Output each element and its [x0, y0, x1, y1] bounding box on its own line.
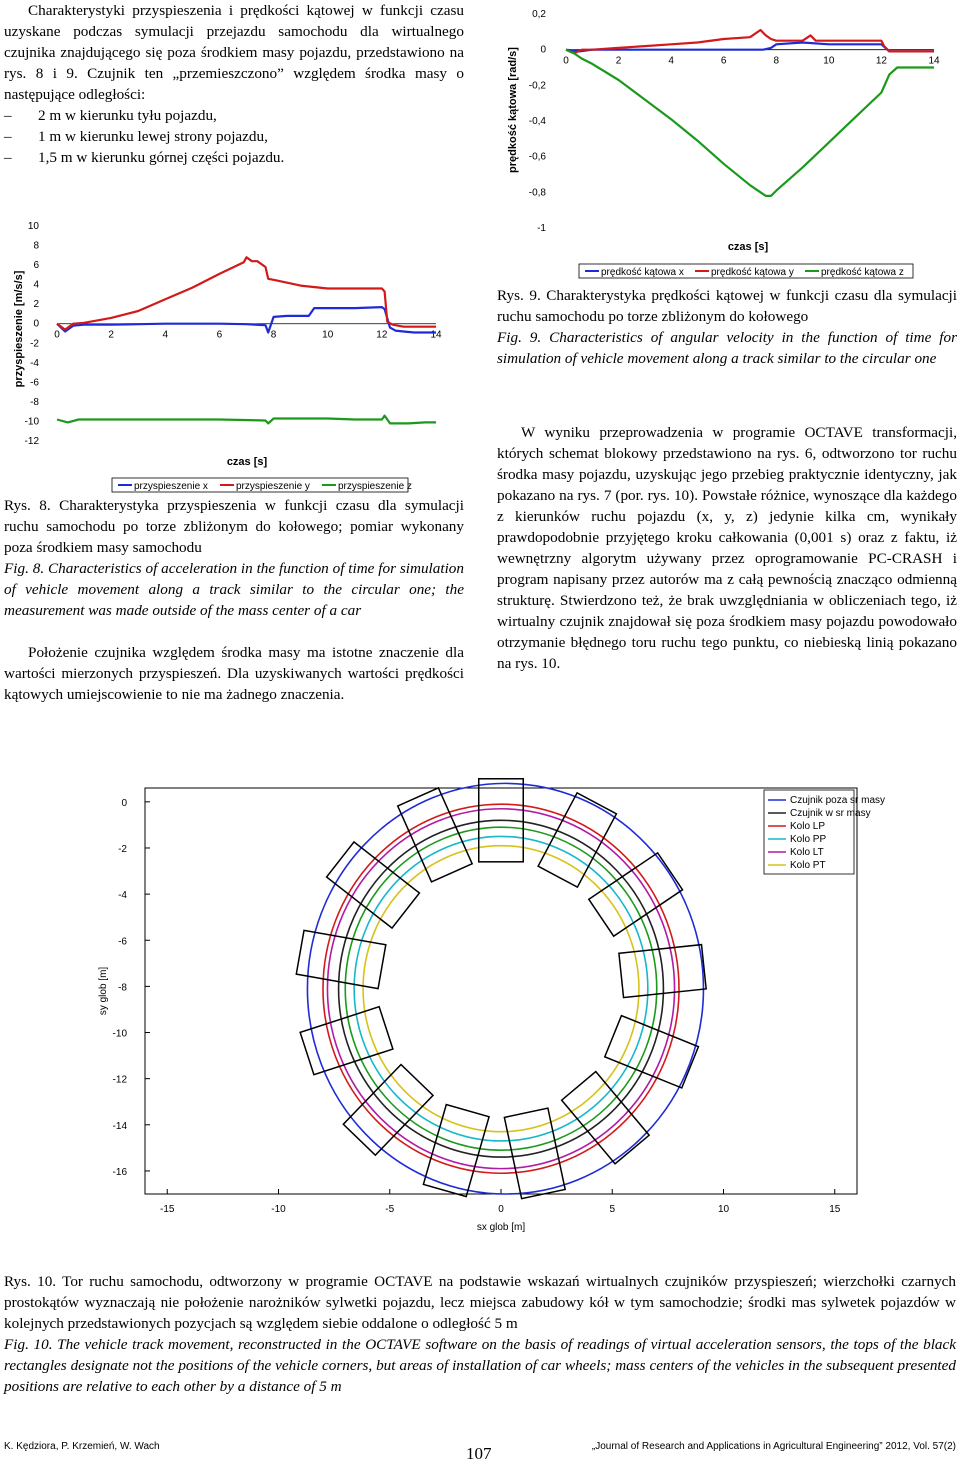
- fig10-svg: [92, 780, 886, 1250]
- paragraph-octave: W wyniku przeprowadzenia w programie OCTAVE transformacji, których schemat blokowy przedstawiono na rys. 6, odtworzono tor ruchu środka masy pojazdu, uzyskując jego przebieg praktycznie identyczny, jak pokazano na rys. 7 (por. rys. 10). Powstałe różnice, wynoszące dla każdego z kierunków ruchu pojazdu (x, y, z) jedynie kilka cm, wynikały prawdopodobnie przyjętego kroku całkowania (0,001 s) oraz z faktu, iż wewnętrzny algorytm używany przez oprogramowanie PC-CRASH i program napisany przez autorów ma z całą pewnością znacząco odmienną strukturę. Stwierdzono też, że brak uwzględniania w obliczeniach tego, iż wirtualny czujnik znajdował się poza środkiem masy pojazdu powodowało otrzymanie błędnego toru ruchu tego punktu, co niebieską linią pokazano na rys. 10.: [497, 424, 957, 672]
- y-tick-label: -0,6: [528, 151, 546, 163]
- intro-paragraph: Charakterystyki przyspieszenia i prędkości kątowej w funkcji czasu uzyskane podczas symulacji przejazdu samochodu dla wirtualnego czujnika znajdującego się poza środkiem masy pojazdu, przedstawiono na rys. 8 i 9. Czujnik ten „przemieszczono” względem środka masy o następujące odległości:: [4, 2, 464, 103]
- legend-label: Czujnik w sr masy: [790, 808, 871, 819]
- plot-frame: [145, 788, 857, 1194]
- y-axis-label: prędkość kątowa [rad/s]: [507, 47, 519, 173]
- legend-label: prędkość kątowa x: [601, 267, 684, 278]
- y-tick-label: -16: [112, 1166, 127, 1178]
- x-tick-label: 0: [54, 329, 60, 341]
- x-tick-label: 12: [875, 55, 887, 67]
- y-tick-label: -6: [118, 936, 127, 948]
- series-line-przyspieszenie-z: [57, 416, 436, 424]
- fig8-caption-en: Fig. 8. Characteristics of acceleration in the function of time for simulation of vehicle movement along a track similar to the circular one; the measurement was made outside of the mass center of a car: [4, 560, 464, 619]
- x-tick-label: 5: [609, 1204, 616, 1215]
- fig10-chart: [92, 780, 886, 1250]
- y-tick-label: -1: [537, 223, 546, 234]
- legend-label: Kolo LP: [790, 821, 826, 832]
- y-tick-label: -0,2: [528, 80, 546, 92]
- x-tick-label: 6: [216, 329, 223, 341]
- fig8-caption-pl: Rys. 8. Charakterystyka przyspieszenia w funkcji czasu dla symulacji ruchu samochodu po torze zbliżonym do kołowego; pomiar wykonany poza środkiem masy samochodu: [4, 497, 464, 556]
- list-item: – 1,5 m w kierunku górnej części pojazdu.: [4, 149, 285, 166]
- y-tick-label: -2: [30, 338, 39, 350]
- fig9-caption-en: Fig. 9. Characteristics of angular velocity in the function of time for simulation of vehicle movement along a track similar to the circular one: [497, 329, 957, 367]
- y-tick-label: -4: [30, 357, 39, 369]
- y-tick-label: 0: [33, 318, 39, 330]
- legend-label: prędkość kątowa z: [821, 267, 904, 278]
- x-tick-label: 4: [668, 55, 674, 67]
- x-tick-label: 2: [615, 55, 622, 67]
- legend-label: prędkość kątowa y: [711, 267, 794, 278]
- footer-journal: „Journal of Research and Applications in Agricultural Engineering” 2012, Vol. 57(2): [591, 1441, 956, 1452]
- y-tick-label: 0: [121, 797, 127, 809]
- y-tick-label: 0: [540, 44, 546, 56]
- y-tick-label: 10: [27, 221, 39, 232]
- paragraph-sensor-position: Położenie czujnika względem środka masy ma istotne znaczenie dla wartości mierzonych przyspieszeń. Dla uzyskiwanych wartości prędkości kątowych umiejscowienie to nie ma żadnego znaczenia.: [4, 644, 464, 703]
- y-tick-label: -8: [118, 982, 127, 994]
- footer-authors: K. Kędziora, P. Krzemień, W. Wach: [4, 1441, 160, 1452]
- legend-label: przyspieszenie y: [236, 481, 310, 492]
- right-paragraph-block: [497, 422, 957, 674]
- x-tick-label: 15: [829, 1204, 841, 1215]
- x-tick-label: 10: [823, 55, 835, 67]
- fig8-svg: [0, 212, 468, 494]
- fig9-caption-pl: Rys. 9. Charakterystyka prędkości kątowej w funkcji czasu dla symulacji ruchu samochodu po torze zbliżonym do kołowego: [497, 287, 957, 325]
- x-tick-label: 14: [928, 55, 940, 67]
- y-axis-label: sy glob [m]: [98, 966, 109, 1016]
- legend-label: Czujnik poza sr masy: [790, 795, 886, 806]
- page-number: 107: [466, 1444, 492, 1463]
- left-intro: [4, 0, 464, 168]
- y-tick-label: -0,8: [528, 187, 546, 199]
- y-tick-label: 8: [33, 240, 39, 252]
- x-axis-label: czas [s]: [727, 241, 769, 253]
- fig8-caption-block: [4, 495, 464, 705]
- y-tick-label: -6: [30, 377, 39, 389]
- list-item: – 1 m w kierunku lewej strony pojazdu,: [4, 128, 268, 145]
- y-axis-label: przyspieszenie [m/s/s]: [13, 270, 25, 388]
- series-line-przyspieszenie-y: [57, 257, 436, 329]
- series-line-przyspieszenie-x: [57, 307, 436, 332]
- legend-label: przyspieszenie z: [338, 481, 412, 492]
- y-tick-label: -10: [112, 1028, 127, 1040]
- x-tick-label: 12: [376, 329, 388, 341]
- y-tick-label: -12: [112, 1074, 127, 1086]
- y-tick-label: -14: [112, 1120, 127, 1132]
- x-tick-label: 10: [717, 1204, 730, 1215]
- x-tick-label: 0: [498, 1204, 504, 1215]
- x-tick-label: -15: [160, 1204, 175, 1215]
- y-tick-label: 4: [33, 279, 39, 291]
- series-line-prędkość-kątowa-z: [566, 50, 934, 196]
- x-axis-label: czas [s]: [226, 456, 268, 468]
- y-tick-label: -8: [30, 396, 39, 408]
- y-tick-label: 0,2: [532, 9, 546, 20]
- x-tick-label: 8: [270, 329, 277, 341]
- legend-label: Kolo PP: [790, 834, 827, 845]
- x-tick-label: 0: [563, 55, 569, 67]
- x-tick-label: 2: [108, 329, 114, 341]
- x-tick-label: 8: [773, 55, 780, 67]
- fig9-svg: [494, 0, 960, 285]
- x-tick-label: -10: [271, 1204, 286, 1215]
- fig10-caption-en: Fig. 10. The vehicle track movement, reconstructed in the OCTAVE software on the basis of readings of virtual acceleration sensors, the tops of the black rectangles designate not the positions of the vehicle corners, but areas of installation of car wheels; mass centers of the vehicles in the subsequent presented positions are relative to each other by a distance of 5 m: [4, 1336, 956, 1395]
- fig9-caption: [497, 285, 957, 369]
- y-tick-label: 6: [33, 260, 39, 272]
- x-tick-label: 14: [430, 329, 442, 341]
- y-tick-label: -2: [118, 843, 127, 855]
- x-axis-label: sx glob [m]: [476, 1222, 526, 1233]
- list-item: – 2 m w kierunku tyłu pojazdu,: [4, 107, 217, 124]
- legend-label: Kolo LT: [790, 847, 824, 858]
- x-tick-label: 6: [720, 55, 727, 67]
- fig10-caption: [4, 1271, 956, 1397]
- x-tick-label: 4: [162, 329, 169, 341]
- fig10-caption-pl: Rys. 10. Tor ruchu samochodu, odtworzony w programie OCTAVE na podstawie wskazań wirtualnych czujników przyspieszeń; wierzchołki czarnych prostokątów wyznaczają nie położenie narożników sylwetki pojazdu, lecz miejsca zabudowy kół w tym samochodzie; środki mas sylwetek pojazdów w kolejnych przedstawionych pozycjach są względem siebie oddalone o odległość 5 m: [4, 1273, 956, 1332]
- x-tick-label: -5: [385, 1204, 395, 1215]
- y-tick-label: 2: [33, 299, 39, 311]
- fig8-chart: [0, 212, 468, 494]
- legend-label: przyspieszenie x: [134, 481, 208, 492]
- y-tick-label: -4: [118, 890, 127, 902]
- legend-label: Kolo PT: [790, 860, 826, 871]
- fig9-chart: [494, 0, 960, 285]
- y-tick-label: -0,4: [528, 116, 546, 127]
- y-tick-label: -10: [24, 416, 39, 428]
- y-tick-label: -12: [24, 436, 39, 447]
- x-tick-label: 10: [322, 329, 334, 341]
